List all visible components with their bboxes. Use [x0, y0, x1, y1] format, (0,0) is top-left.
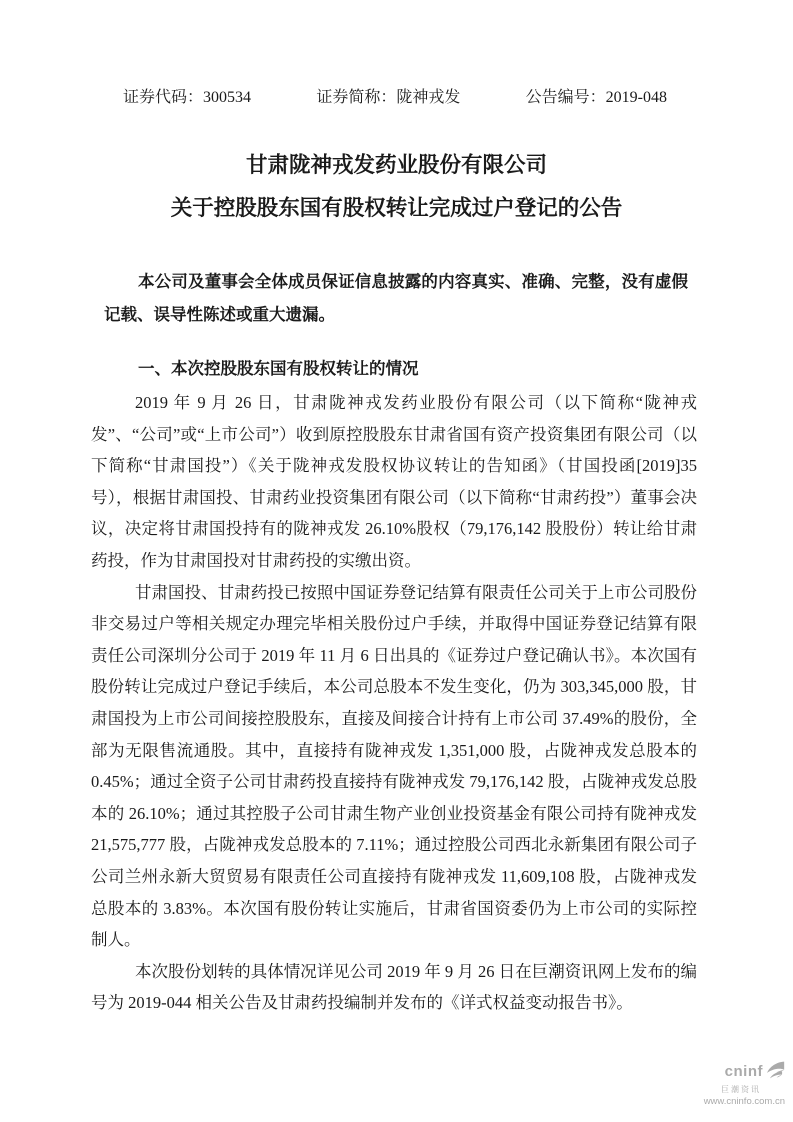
document-header: [123, 88, 667, 108]
cninfo-swirl-icon: [765, 1060, 785, 1084]
cninfo-logo-text: cninf: [724, 1063, 763, 1080]
paragraph-1: 2019 年 9 月 26 日，甘肃陇神戎发药业股份有限公司（以下简称“陇神戎发”、“公司”或“上市公司”）收到原控股股东甘肃省国有资产投资集团有限公司（以下简称“甘肃国投”）《关于陇神戎发股权协议转让的告知函》（甘国投函[2019]35号），根据甘肃国投、甘肃药业投资集团有限公司（以下简称“甘肃药投”）董事会决议，决定将甘肃国投持有的陇神戎发 26.10%股权（79,176,142 股股份）转让给甘肃药投，作为甘肃国投对甘肃药投的实缴出资。: [91, 393, 697, 570]
cninfo-url: www.cninfo.com.cn: [703, 1095, 785, 1107]
stock-name: 证券简称：陇神戎发: [316, 89, 461, 106]
announcement-number: 公告编号：2019-048: [525, 89, 667, 106]
section-1-heading: 一、本次控股股东国有股权转让的情况: [138, 359, 419, 378]
cninfo-chinese-name: 巨潮资讯: [721, 1084, 761, 1094]
disclaimer-statement: 本公司及董事会全体成员保证信息披露的内容真实、准确、完整，没有虚假记载、误导性陈述或重大遗漏。: [104, 272, 688, 324]
company-title: 甘肃陇神戎发药业股份有限公司: [245, 153, 547, 177]
paragraph-2: 甘肃国投、甘肃药投已按照中国证券登记结算有限责任公司关于上市公司股份非交易过户等相关规定办理完毕相关股份过户手续，并取得中国证券登记结算有限责任公司深圳分公司于 2019 年 11 月 6 日出具的《证券过户登记确认书》。本次国有股份转让完成过户登记手续后，本公司总股本不发生变化，仍为 303,345,000 股，甘肃国投为上市公司间接控股股东，直接及间接合计持有上市公司 37.49%的股份，全部为无限售流通股。其中，直接持有陇神戎发 1,351,000 股，占陇神戎发总股本的 0.45%；通过全资子公司甘肃药投直接持有陇神戎发 79,176,142 股，占陇神戎发总股本的 26.10%；通过其控股子公司甘肃生物产业创业投资基金有限公司持有陇神戎发 21,575,777 股，占陇神戎发总股本的 7.11%；通过控股公司西北永新集团有限公司子公司兰州永新大贸贸易有限责任公司直接持有陇神戎发 11,609,108 股，占陇神戎发总股本的 3.83%。本次国有股份转让实施后，甘肃省国资委仍为上市公司的实际控制人。: [91, 582, 697, 950]
cninfo-watermark: [675, 1060, 785, 1107]
stock-code: 证券代码：300534: [123, 89, 252, 106]
announcement-title: 关于控股股东国有股权转让完成过户登记的公告: [170, 196, 623, 220]
paragraph-3: 本次股份划转的具体情况详见公司 2019 年 9 月 26 日在巨潮资讯网上发布的编号为 2019-044 相关公告及甘肃药投编制并发布的《详式权益变动报告书》。: [91, 961, 697, 1013]
